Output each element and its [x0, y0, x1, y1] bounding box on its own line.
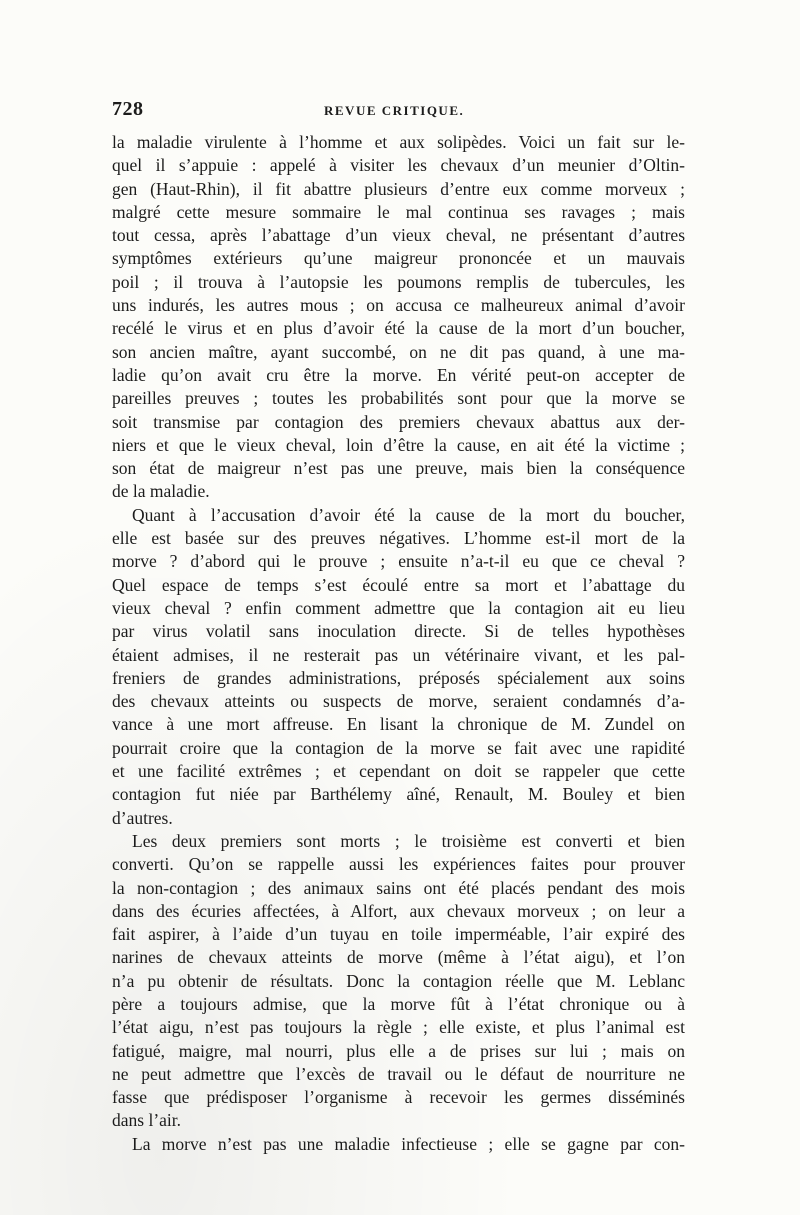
text-line: Les deux premiers sont morts ; le troisième est converti et bien: [132, 830, 685, 851]
page-number: 728: [112, 98, 144, 120]
text-line: contagion fut niée par Barthélemy aîné, Renault, M. Bouley et bien: [112, 784, 685, 805]
text-line: La morve n’est pas une maladie infectieuse ; elle se gagne par con-: [132, 1133, 685, 1154]
text-line: dans l’air.: [112, 1110, 182, 1131]
text-line: et une facilité extrêmes ; et cependant on doit se rappeler que cette: [112, 761, 685, 782]
text-line: freniers de grandes administrations, préposés spécialement aux soins: [112, 667, 685, 688]
text-line: poil ; il trouva à l’autopsie les poumons remplis de tubercules, les: [112, 271, 685, 292]
text-line: elle est basée sur des preuves négatives. L’homme est-il mort de la: [112, 528, 685, 549]
text-line: fait aspirer, à l’aide d’un tuyau en toile imperméable, l’air expiré des: [112, 924, 685, 945]
text-line: Quel espace de temps s’est écoulé entre sa mort et l’abattage du: [112, 574, 685, 595]
text-line: morve ? d’abord qui le prouve ; ensuite n’a-t-il eu que ce cheval ?: [112, 551, 685, 572]
text-line: converti. Qu’on se rappelle aussi les expériences faites pour prouver: [112, 854, 685, 875]
text-line: l’état aigu, n’est pas toujours la règle ; elle existe, et plus l’animal est: [112, 1017, 685, 1038]
text-line: dans des écuries affectées, à Alfort, aux chevaux morveux ; on leur a: [112, 900, 685, 921]
text-line: narines de chevaux atteints de morve (même à l’état aigu), et l’on: [112, 947, 685, 968]
text-line: d’autres.: [112, 807, 173, 828]
text-line: pareilles preuves ; toutes les probabilités sont pour que la morve se: [112, 388, 685, 409]
text-line: de la maladie.: [112, 481, 210, 502]
text-line: la maladie virulente à l’homme et aux solipèdes. Voici un fait sur le-: [112, 132, 685, 152]
text-line: vieux cheval ? enfin comment admettre que la contagion ait eu lieu: [112, 597, 685, 618]
text-line: vance à une mort affreuse. En lisant la chronique de M. Zundel on: [112, 714, 685, 735]
text-line: soit transmise par contagion des premiers chevaux abattus aux der-: [112, 411, 685, 432]
text-line: par virus volatil sans inoculation directe. Si de telles hypothèses: [112, 621, 685, 642]
page-header: [112, 98, 687, 124]
text-line: son état de maigreur n’est pas une preuve, mais bien la conséquence: [112, 458, 685, 479]
text-line: la non-contagion ; des animaux sains ont été placés pendant des mois: [112, 877, 685, 898]
text-line: niers et que le vieux cheval, loin d’être la cause, en ait été la victime ;: [112, 434, 685, 455]
text-line: n’a pu obtenir de résultats. Donc la contagion réelle que M. Leblanc: [112, 970, 685, 991]
text-line: tout cessa, après l’abattage d’un vieux cheval, ne présentant d’autres: [112, 225, 685, 246]
text-line: Quant à l’accusation d’avoir été la cause de la mort du boucher,: [132, 504, 685, 525]
text-line: fatigué, maigre, mal nourri, plus elle a de prises sur lui ; mais on: [112, 1040, 685, 1061]
text-line: gen (Haut-Rhin), il fit abattre plusieurs d’entre eux comme morveux ;: [112, 178, 685, 199]
text-line: symptômes extérieurs qu’une maigreur prononcée et un mauvais: [112, 248, 685, 269]
text-line: des chevaux atteints ou suspects de morve, seraient condamnés d’a-: [112, 691, 685, 712]
text-line: recélé le virus et en plus d’avoir été la cause de la mort d’un boucher,: [112, 318, 685, 339]
text-line: étaient admises, il ne resterait pas un vétérinaire vivant, et les pal-: [112, 644, 685, 665]
text-line: quel il s’appuie : appelé à visiter les chevaux d’un meunier d’Oltin-: [112, 155, 685, 176]
text-line: uns indurés, les autres mous ; on accusa ce malheureux animal d’avoir: [112, 295, 685, 316]
text-line: malgré cette mesure sommaire le mal continua ses ravages ; mais: [112, 201, 685, 222]
body-text: [112, 131, 685, 1156]
text-line: ne peut admettre que l’excès de travail ou le défaut de nourriture ne: [112, 1063, 685, 1084]
text-line: son ancien maître, ayant succombé, on ne dit pas quand, à une ma-: [112, 341, 685, 362]
text-line: ladie qu’on avait cru être la morve. En vérité peut-on accepter de: [112, 364, 685, 385]
running-head: REVUE CRITIQUE.: [324, 103, 465, 118]
text-line: fasse que prédisposer l’organisme à recevoir les germes disséminés: [112, 1087, 685, 1108]
text-line: pourrait croire que la contagion de la morve se fait avec une rapidité: [112, 737, 685, 758]
text-line: père a toujours admise, que la morve fût à l’état chronique ou à: [112, 993, 685, 1014]
